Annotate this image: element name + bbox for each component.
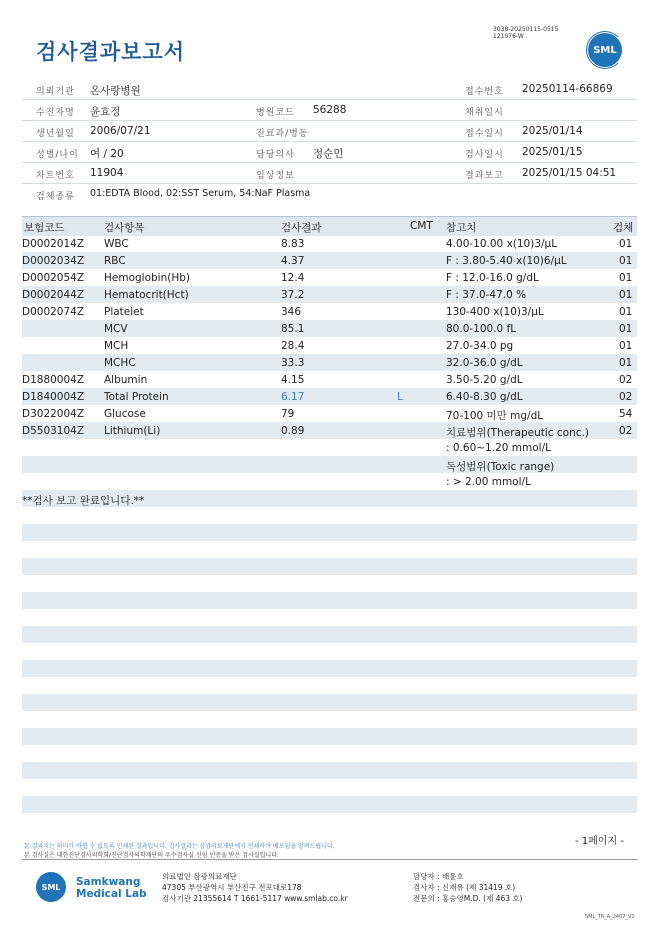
cell-spec: 01 [619, 272, 633, 284]
cell-ref: 80.0-100.0 fL [446, 323, 517, 335]
cell-result: 12.4 [281, 272, 305, 284]
dept-label: 진료과/병동 [256, 129, 309, 139]
cell-spec: 01 [619, 340, 633, 352]
cell-ref: 4.00-10.00 x(10)3/μL [446, 238, 558, 250]
hosp-code-label: 병원코드 [256, 108, 295, 118]
footer-sml-logo: SML [36, 872, 66, 902]
cell-ref: F : 3.80-5.40 x(10)6/μL [446, 255, 567, 267]
document-id: 3038-20250115-0515 121076-W [493, 26, 559, 40]
cell-item: Hemoglobin(Hb) [104, 272, 191, 284]
cell-result: 346 [281, 306, 302, 318]
cell-spec: 01 [619, 289, 633, 301]
info-row-4 [22, 142, 637, 163]
row-band [22, 592, 637, 609]
cell-code: D0002044Z [22, 289, 85, 301]
chart-label: 차트번호 [36, 171, 75, 181]
report-label: 결과보고 [465, 171, 504, 181]
cell-result: 85.1 [281, 323, 305, 335]
patient-value: 윤효정 [90, 106, 121, 118]
form-code: SML_TR_A_2407_V1 [585, 914, 635, 920]
cell-code: D0002074Z [22, 306, 85, 318]
cell-ref: 6.40-8.30 g/dL [446, 391, 523, 403]
receipt-no-value: 20250114-66869 [522, 83, 613, 95]
col-item: 검사항목 [104, 222, 145, 234]
cell-item: Total Protein [104, 391, 169, 403]
table-row [22, 253, 637, 270]
table-row [22, 270, 637, 287]
col-ref: 참고치 [446, 222, 477, 234]
cell-ref: 70-100 미만 mg/dL [446, 410, 544, 422]
cell-item: RBC [104, 255, 126, 267]
results-table-header [22, 216, 637, 236]
row-band [22, 728, 637, 745]
row-band [22, 660, 637, 677]
cell-result: 4.15 [281, 374, 305, 386]
receipt-no-label: 접수번호 [465, 87, 504, 97]
clinical-label: 임상정보 [256, 171, 295, 181]
patient-label: 수진자명 [36, 108, 75, 118]
col-result: 검사결과 [281, 222, 322, 234]
page-title: 검사결과보고서 [36, 40, 186, 64]
footer-brand: Samkwang Medical Lab [76, 876, 147, 900]
hospital-label: 의뢰기관 [36, 87, 75, 97]
table-row [22, 474, 637, 491]
table-row [22, 406, 637, 423]
info-row-2 [22, 100, 637, 121]
cell-spec: 01 [619, 255, 633, 267]
info-row-6 [22, 184, 637, 204]
cell-result: 8.83 [281, 238, 305, 250]
page-indicator: - 1페이지 - [575, 836, 624, 847]
cell-spec: 02 [619, 391, 633, 403]
hospital-value: 온사랑병원 [90, 85, 141, 97]
table-row [22, 389, 637, 406]
cell-result: 79 [281, 408, 295, 420]
cell-spec: 01 [619, 238, 633, 250]
cell-ref: 치료범위(Therapeutic conc.) [446, 427, 589, 439]
footer-divider [22, 859, 637, 860]
cell-ref: F : 37.0-47.0 % [446, 289, 527, 301]
specimen-value: 01:EDTA Blood, 02:SST Serum, 54:NaF Plasma [90, 188, 311, 199]
footer-note-2: 본 검사실은 대한진단검사의학회/진단검사의학재단의 우수검사실 신임 인증을 받은 검사실입니다. [24, 852, 279, 859]
sexage-label: 성별/나이 [36, 150, 79, 160]
table-row [22, 457, 637, 474]
row-band [22, 694, 637, 711]
footer-note-1: 본 결과지는 의미가 바뀔 수 없도록 인쇄된 결과입니다. 검사결과는 삼광의료재단에서 인쇄하여 배포됨을 알려드립니다. [24, 843, 335, 850]
info-row-1 [22, 79, 637, 100]
cell-spec: 01 [619, 357, 633, 369]
row-band [22, 626, 637, 643]
cell-code: **검사 보고 완료입니다.** [22, 495, 145, 507]
cell-code: D1840004Z [22, 391, 85, 403]
cell-item: Albumin [104, 374, 148, 386]
doctor-value: 정순민 [313, 148, 344, 160]
cell-code: D3022004Z [22, 408, 85, 420]
cell-result: 4.37 [281, 255, 305, 267]
table-row [22, 321, 637, 338]
collect-label: 채취일시 [465, 108, 504, 118]
table-row [22, 338, 637, 355]
cell-item: WBC [104, 238, 129, 250]
test-date-label: 검사일시 [465, 150, 504, 160]
cell-result: 37.2 [281, 289, 305, 301]
specimen-label: 검체종류 [36, 192, 75, 202]
test-date-value: 2025/01/15 [522, 146, 583, 158]
cell-result: 28.4 [281, 340, 305, 352]
cell-code: D1880004Z [22, 374, 85, 386]
cell-spec: 54 [619, 408, 633, 420]
cell-ref: 3.50-5.20 g/dL [446, 374, 523, 386]
cell-item: Lithium(Li) [104, 425, 161, 437]
cell-item: MCHC [104, 357, 136, 369]
cell-code: D0002034Z [22, 255, 85, 267]
dob-label: 생년월일 [36, 129, 75, 139]
table-row [22, 287, 637, 304]
row-band [22, 524, 637, 541]
row-band [22, 762, 637, 779]
cell-cmt: L [397, 391, 403, 403]
table-row [22, 236, 637, 253]
table-row [22, 372, 637, 389]
sml-logo: SML [588, 33, 622, 67]
cell-spec: 01 [619, 323, 633, 335]
sexage-value: 여 / 20 [90, 148, 124, 160]
table-row [22, 304, 637, 321]
report-value: 2025/01/15 04:51 [522, 167, 617, 179]
cell-ref: : 0.60~1.20 mmol/L [446, 442, 551, 454]
cell-code: D0002054Z [22, 272, 85, 284]
row-band [22, 558, 637, 575]
col-cmt: CMT [410, 220, 433, 232]
info-row-3 [22, 121, 637, 142]
cell-spec: 02 [619, 425, 633, 437]
table-row [22, 423, 637, 440]
cell-item: Hematocrit(Hct) [104, 289, 189, 301]
cell-item: Platelet [104, 306, 144, 318]
row-band [22, 796, 637, 813]
cell-code: D5503104Z [22, 425, 85, 437]
cell-code: D0002014Z [22, 238, 85, 250]
dob-value: 2006/07/21 [90, 125, 151, 137]
cell-ref: 130-400 x(10)3/μL [446, 306, 544, 318]
hosp-code-value: 56288 [313, 104, 347, 116]
cell-item: MCH [104, 340, 129, 352]
footer-staff-info: 담당자 : 배윤호 검사자 : 신재유 (제 31419 호) 전문의 : 홍승영M.D. (제 463 호) [413, 872, 523, 903]
cell-spec: 01 [619, 306, 633, 318]
cell-result: 0.89 [281, 425, 305, 437]
info-row-5 [22, 163, 637, 184]
doctor-label: 담당의사 [256, 150, 295, 160]
cell-ref: 32.0-36.0 g/dL [446, 357, 523, 369]
footer-org-info: 의료법인 삼광의료재단 47305 부산광역시 부산진구 전포대로178 검사기관 21355614 T 1661-5117 www.smlab.co.kr [162, 872, 348, 903]
table-row [22, 355, 637, 372]
cell-ref: 독성범위(Toxic range) [446, 461, 555, 473]
cell-result: 6.17 [281, 391, 305, 403]
cell-item: Glucose [104, 408, 146, 420]
table-row [22, 440, 637, 457]
cell-ref: : > 2.00 mmol/L [446, 476, 531, 488]
receipt-date-value: 2025/01/14 [522, 125, 583, 137]
cell-result: 33.3 [281, 357, 305, 369]
cell-ref: 27.0-34.0 pg [446, 340, 514, 352]
receipt-date-label: 접수일시 [465, 129, 504, 139]
cell-spec: 02 [619, 374, 633, 386]
chart-value: 11904 [90, 167, 124, 179]
col-spec: 검체 [613, 222, 634, 234]
col-code: 보험코드 [24, 222, 65, 234]
table-row [22, 491, 637, 508]
cell-item: MCV [104, 323, 128, 335]
cell-ref: F : 12.0-16.0 g/dL [446, 272, 539, 284]
